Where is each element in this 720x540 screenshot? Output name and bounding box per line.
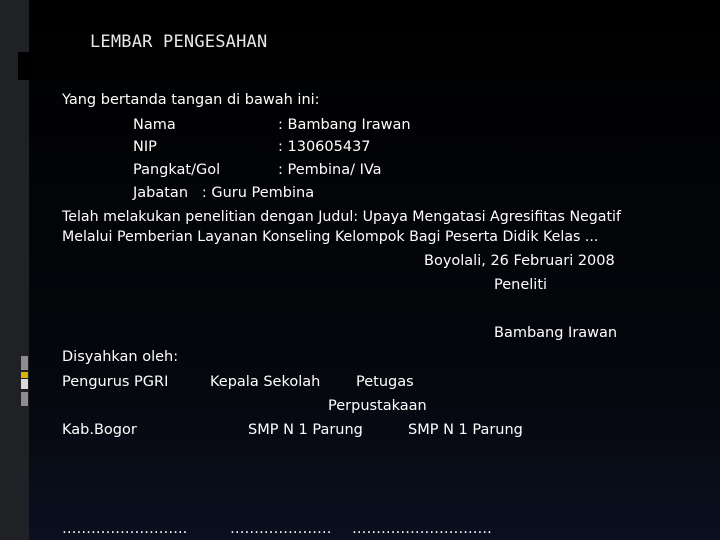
perpustakaan: Perpustakaan <box>328 398 427 414</box>
place-date: Boyolali, 26 Februari 2008 <box>424 253 615 269</box>
decor-square-gray-top <box>21 356 28 370</box>
field-value-nip: : 130605437 <box>278 139 371 155</box>
petugas: Petugas <box>356 374 414 390</box>
pengurus-pgri: Pengurus PGRI <box>62 374 169 390</box>
intro-text: Yang bertanda tangan di bawah ini: <box>62 92 320 108</box>
signature-line-petugas: …………………….…. <box>352 521 492 537</box>
field-value-pangkat: : Pembina/ IVa <box>278 162 382 178</box>
decor-square-white <box>21 379 28 389</box>
field-jabatan: Jabatan : Guru Pembina <box>133 185 315 201</box>
signature-line-kepala: ………………… <box>230 521 332 537</box>
left-sidebar-bar <box>0 0 29 540</box>
researcher-role: Peneliti <box>494 277 548 293</box>
kab-bogor: Kab.Bogor <box>62 422 137 438</box>
field-label-nip: NIP <box>133 139 157 155</box>
smp-perpustakaan: SMP N 1 Parung <box>408 422 523 438</box>
signature-line-pgri: …………………….. <box>62 521 188 537</box>
smp-kepala: SMP N 1 Parung <box>248 422 363 438</box>
approved-by: Disyahkan oleh: <box>62 349 179 365</box>
research-title-line2: Melalui Pemberian Layanan Konseling Kelompok Bagi Peserta Didik Kelas ... <box>62 229 599 245</box>
kepala-sekolah: Kepala Sekolah <box>210 374 321 390</box>
field-label-pangkat: Pangkat/Gol <box>133 162 221 178</box>
research-title-line1: Telah melakukan penelitian dengan Judul: Upaya Mengatasi Agresifitas Negatif <box>62 209 621 225</box>
decor-square-gray-bottom <box>21 392 28 406</box>
field-label-nama: Nama <box>133 117 176 133</box>
decor-square-black <box>18 52 32 80</box>
slide-title: LEMBAR PENGESAHAN <box>90 32 268 52</box>
researcher-name: Bambang Irawan <box>494 325 618 341</box>
decor-square-yellow <box>21 372 28 378</box>
field-value-nama: : Bambang Irawan <box>278 117 411 133</box>
